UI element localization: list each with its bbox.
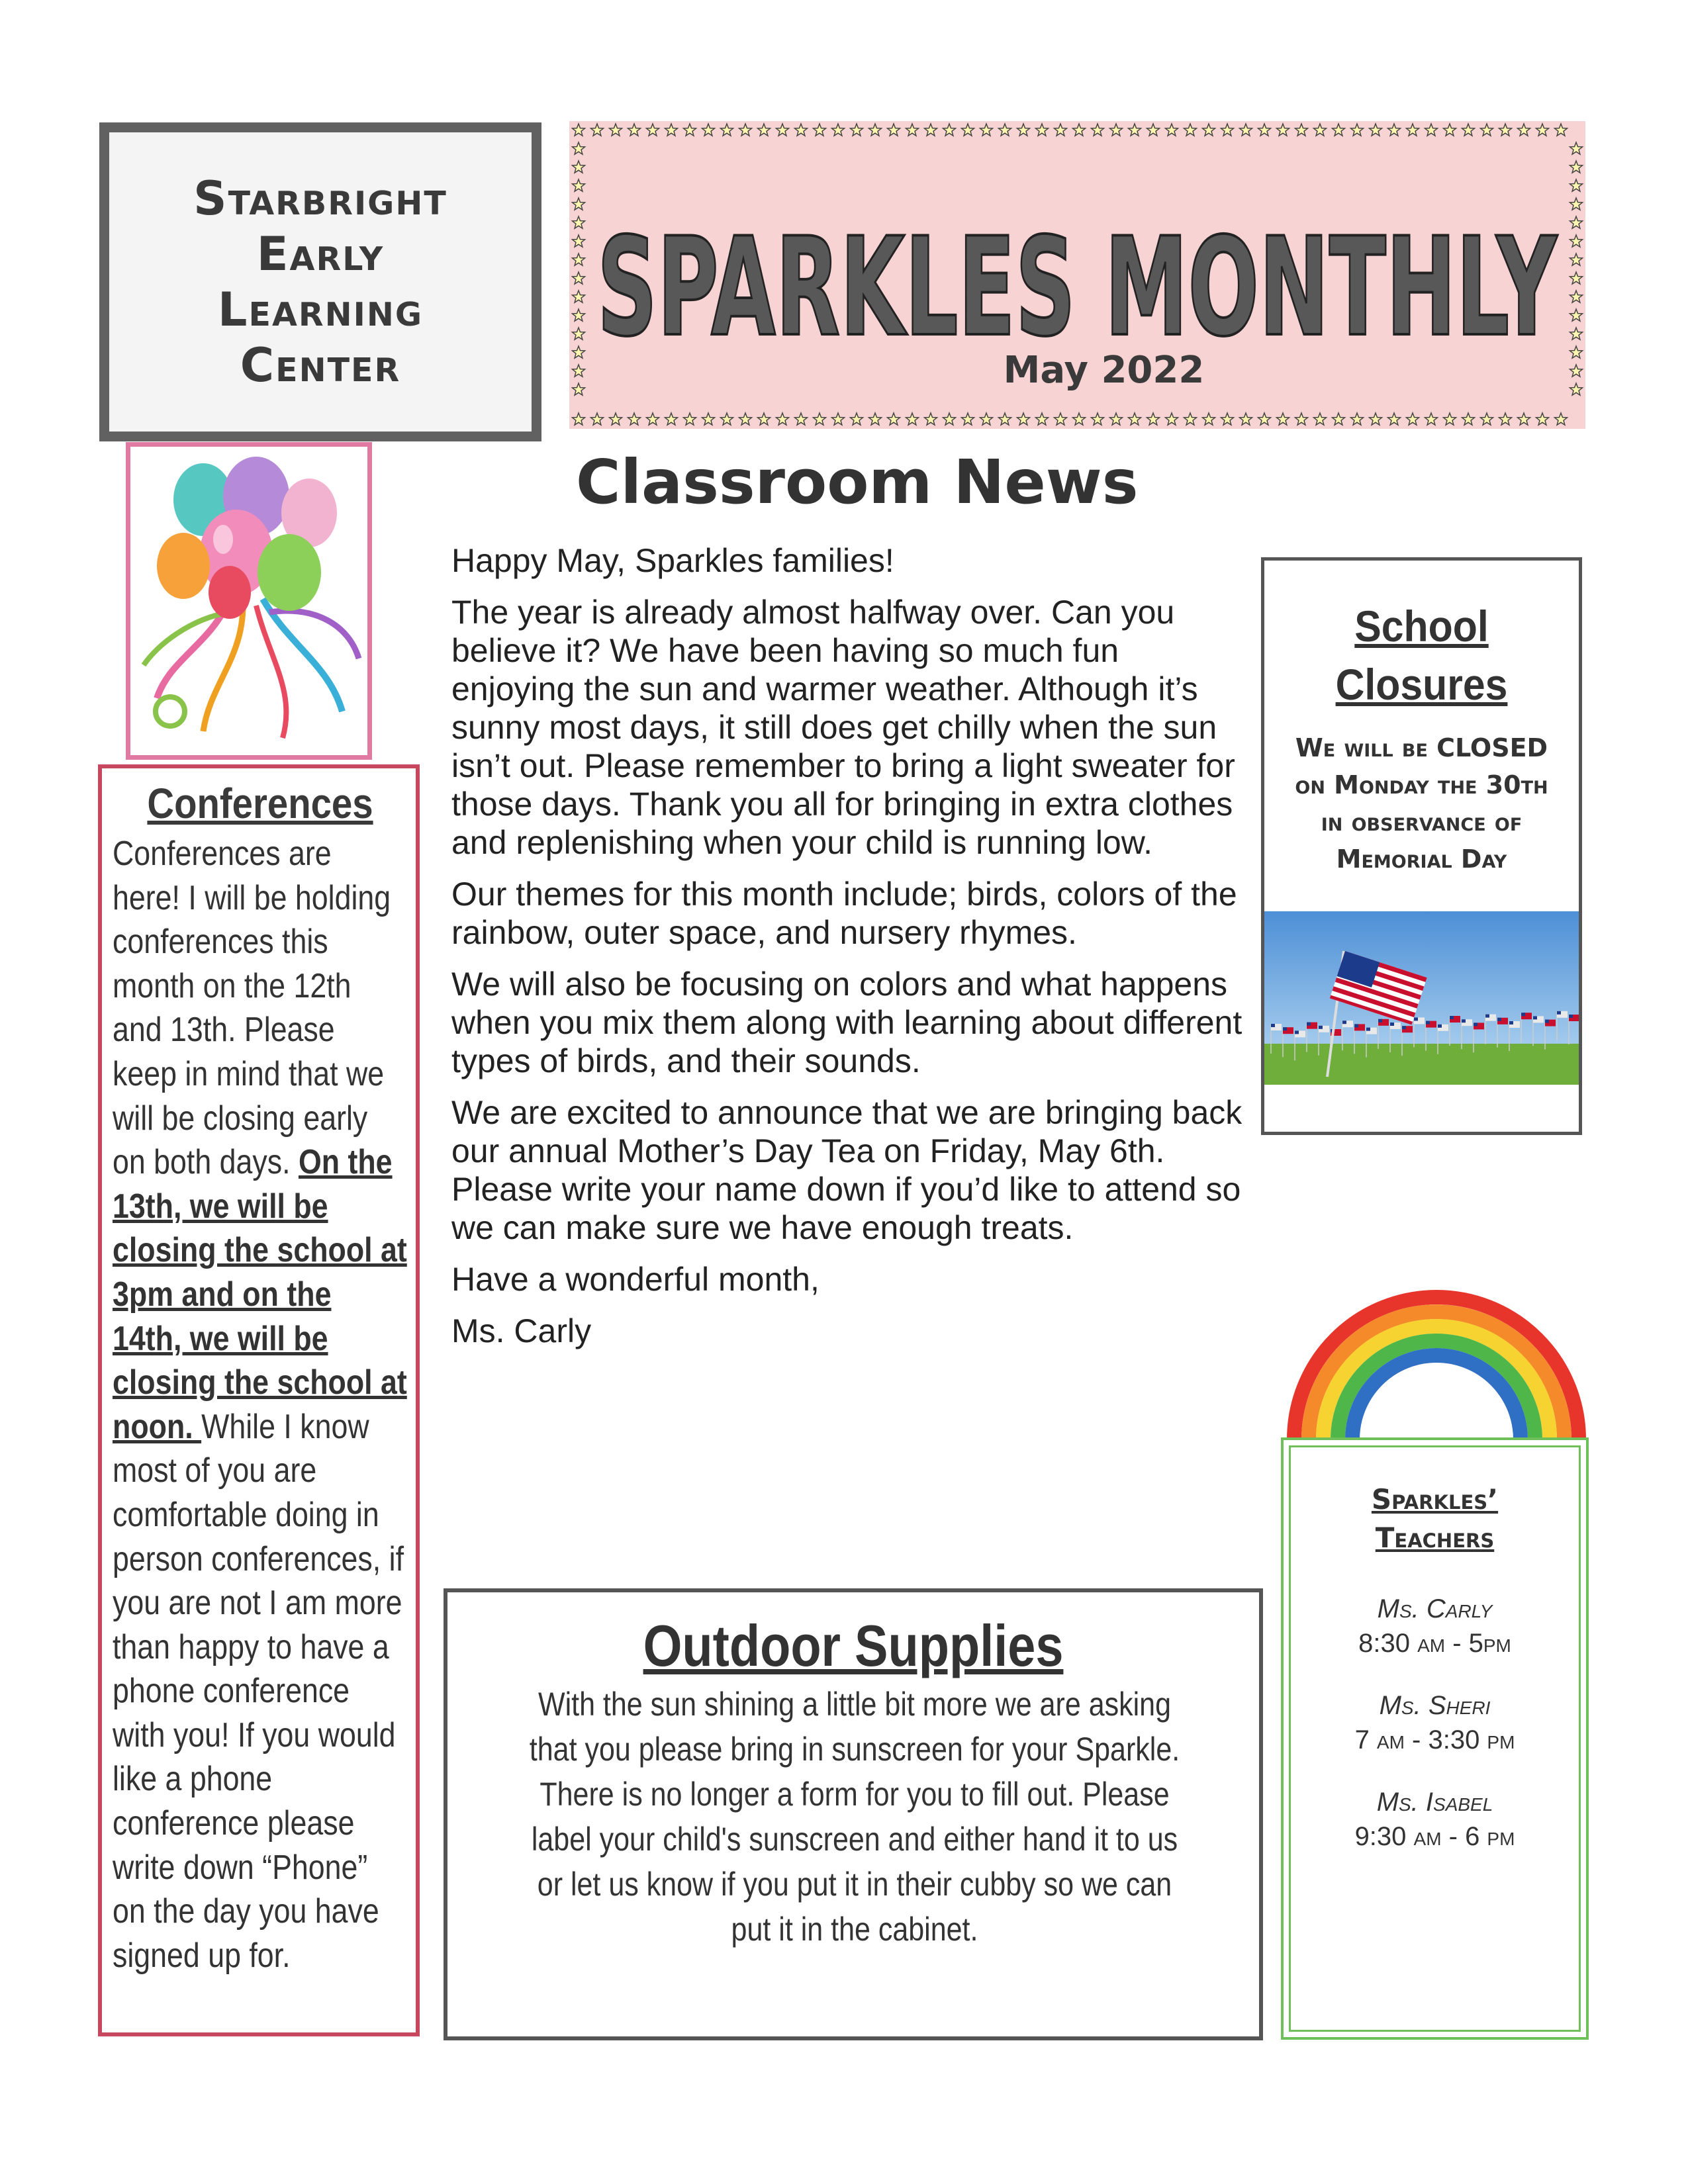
star-icon [1536,124,1549,136]
star-icon [1184,124,1197,136]
teacher-hours: 7 am - 3:30 pm [1354,1725,1515,1754]
star-icon [1017,413,1030,425]
star-icon [869,124,882,136]
star-icon [1055,124,1067,136]
star-icon [1092,413,1104,425]
star-icon [1036,413,1049,425]
star-icon [573,216,585,228]
teacher-name: Ms. Sheri [1379,1691,1491,1720]
star-icon [1351,413,1364,425]
conferences-heading: Conferences [147,780,373,827]
star-icon [888,124,900,136]
star-icon [647,124,659,136]
star-icon [1481,413,1493,425]
star-icon [573,142,585,154]
star-icon [1314,413,1327,425]
star-icon [795,124,808,136]
star-icon [906,413,919,425]
teacher-hours: 8:30 am - 5pm [1358,1629,1511,1658]
star-icon [1536,413,1549,425]
american-flags-photo [1264,911,1579,1085]
star-icon [1314,124,1327,136]
star-icon [702,413,715,425]
teacher-entry [1291,1688,1579,1757]
school-name: Starbright Early Learning Center [193,171,447,392]
star-icon [832,413,845,425]
star-icon [925,124,937,136]
school-closures-box [1261,557,1582,1135]
teacher-entry [1291,1592,1579,1661]
star-icon [1407,413,1419,425]
star-icon [943,124,956,136]
star-icon [1481,124,1493,136]
conferences-text-closing-times: On the 13th, we will be closing the school at 3pm and on the 14th, we will be closing the school at noon. [113,1143,407,1446]
star-icon [573,253,585,265]
star-icon [721,124,733,136]
star-icon [758,413,771,425]
star-icon [573,291,585,302]
school-closures-heading: School Closures [1335,602,1508,709]
star-icon [665,124,678,136]
star-icon [610,413,622,425]
issue-date: May 2022 [1003,349,1205,392]
classroom-news-paragraph: We are excited to announce that we are bringing back our annual Mother’s Day Tea on Friday, May 6th. Please write your name down if you’d like to attend so we can make sure we have enough treats. [451,1094,1243,1246]
conferences-text-phone: While I know most of you are comfortable doing in person conferences, if you are not I am more than happy to have a phone conference with you! If you would like a phone conference please write down “Phone” on the day you have signed up for. [113,1407,404,1975]
classroom-news-body [451,541,1246,1363]
star-icon [1351,124,1364,136]
conferences-text-intro: Conferences are here! I will be holding conferences this month on the 12th and 13th. Please keep in mind that we will be closing early on both days. [113,835,391,1182]
star-icon [1444,124,1456,136]
star-icon [758,124,771,136]
star-icon [1388,413,1401,425]
star-icon [1166,413,1178,425]
star-icon [1129,413,1141,425]
star-icon [999,124,1011,136]
star-icon [1570,253,1583,265]
star-icon [1570,161,1583,173]
star-icon [665,413,678,425]
star-icon [1147,413,1160,425]
star-icon [1110,413,1123,425]
school-name-box [99,122,541,441]
star-icon [1055,413,1067,425]
star-icon [591,124,604,136]
star-icon [1570,272,1583,284]
star-icon [999,413,1011,425]
star-icon [925,413,937,425]
star-icon [1129,124,1141,136]
star-icon [1073,124,1086,136]
star-icon [1147,124,1160,136]
classroom-news-greeting: Happy May, Sparkles families! [451,542,894,579]
star-icon [1407,124,1419,136]
star-icon [1570,235,1583,247]
star-icon [1203,413,1215,425]
teacher-name: Ms. Isabel [1376,1788,1493,1817]
star-icon [739,124,752,136]
star-icon [1570,309,1583,321]
star-icon [795,413,808,425]
star-icon [851,413,863,425]
star-icon [610,124,622,136]
star-icon [573,272,585,284]
star-icon [1221,413,1234,425]
masthead-title: SPARKLES MONTHLY [597,209,1558,367]
star-icon [1570,142,1583,154]
classroom-news-signature: Ms. Carly [451,1312,592,1349]
star-icon [1110,124,1123,136]
teacher-name: Ms. Carly [1377,1594,1493,1623]
star-icon [1462,124,1475,136]
star-icon [962,413,974,425]
rainbow-icon [1284,1248,1589,1439]
teacher-hours: 9:30 am - 6 pm [1354,1822,1515,1851]
star-icon [573,328,585,340]
star-icon [1258,124,1271,136]
star-icon [943,413,956,425]
star-icon [1333,413,1345,425]
classroom-news-heading: Classroom News [576,447,1139,518]
outdoor-supplies-box [444,1588,1263,2040]
star-icon [684,124,696,136]
star-icon [1518,413,1530,425]
star-icon [1240,413,1252,425]
star-icon [1295,124,1308,136]
star-icon [1277,413,1289,425]
balloons-icon [130,447,367,755]
star-icon [1370,124,1382,136]
star-icon [1203,124,1215,136]
classroom-news-paragraph: The year is already almost halfway over. Can you believe it? We have been having so much fun enjoying the sun and warmer weather. Although it’s sunny most days, it still does get chilly when the sun isn’t out. Please remember to bring a light sweater for those days. Thank you all for bringing in extra clothes and replenishing when your child is running low. [451,594,1235,861]
conferences-text [113,832,407,1978]
star-icon [832,124,845,136]
star-icon [1277,124,1289,136]
star-icon [1570,216,1583,228]
star-icon [1258,413,1271,425]
classroom-news-closing: Have a wonderful month, [451,1261,820,1298]
star-icon [980,124,993,136]
star-icon [1444,413,1456,425]
star-icon [1462,413,1475,425]
star-icon [591,413,604,425]
conferences-box [98,764,420,2036]
star-icon [573,413,585,425]
star-icon [573,124,585,136]
star-icon [776,413,789,425]
teachers-box [1281,1437,1589,2040]
star-icon [1518,124,1530,136]
star-icon [1570,328,1583,340]
star-icon [1092,124,1104,136]
star-icon [739,413,752,425]
star-icon [721,413,733,425]
star-icon [1555,413,1568,425]
star-icon [1499,413,1512,425]
masthead [569,121,1585,429]
star-icon [1184,413,1197,425]
star-icon [1499,124,1512,136]
teachers-heading: Sparkles’ Teachers [1371,1483,1499,1554]
school-closures-text: We will be CLOSED on Monday the 30th in observance of Memorial Day [1295,733,1548,874]
star-icon [684,413,696,425]
star-icon [647,413,659,425]
star-icon [573,198,585,210]
star-icon [1295,413,1308,425]
star-icon [1240,124,1252,136]
star-icon [628,124,641,136]
star-icon [1555,124,1568,136]
star-icon [962,124,974,136]
outdoor-supplies-text: With the sun shining a little bit more we are asking that you please bring in sunscreen for your Sparkle. There is no longer a form for you to fill out. Please label your child's sunscreen and either hand it to us or let us know if you put it in their cubby so we can put it in the cabinet. [529,1686,1180,1948]
teacher-entry [1291,1785,1579,1854]
star-icon [1221,124,1234,136]
star-icon [702,124,715,136]
star-icon [1333,124,1345,136]
star-icon [1425,124,1438,136]
star-icon [628,413,641,425]
classroom-news-paragraph: We will also be focusing on colors and what happens when you mix them along with learning about different types of birds, and their sounds. [451,966,1243,1079]
star-icon [1370,413,1382,425]
star-icon [814,124,826,136]
classroom-news-paragraph: Our themes for this month include; birds, colors of the rainbow, outer space, and nursery rhymes. [451,876,1237,951]
star-icon [1425,413,1438,425]
star-icon [1166,124,1178,136]
teachers-inner-border [1289,1445,1581,2032]
star-icon [1017,124,1030,136]
star-icon [573,235,585,247]
star-icon [906,124,919,136]
outdoor-supplies-heading: Outdoor Supplies [643,1613,1064,1678]
balloons-illustration [126,442,372,760]
star-icon [1570,179,1583,191]
star-icon [1388,124,1401,136]
star-icon [851,124,863,136]
star-icon [1073,413,1086,425]
star-icon [573,309,585,321]
star-icon [1570,198,1583,210]
star-icon [573,161,585,173]
star-icon [1570,291,1583,302]
star-icon [888,413,900,425]
star-icon [869,413,882,425]
star-icon [980,413,993,425]
star-icon [573,179,585,191]
star-icon [814,413,826,425]
star-icon [1036,124,1049,136]
star-icon [776,124,789,136]
